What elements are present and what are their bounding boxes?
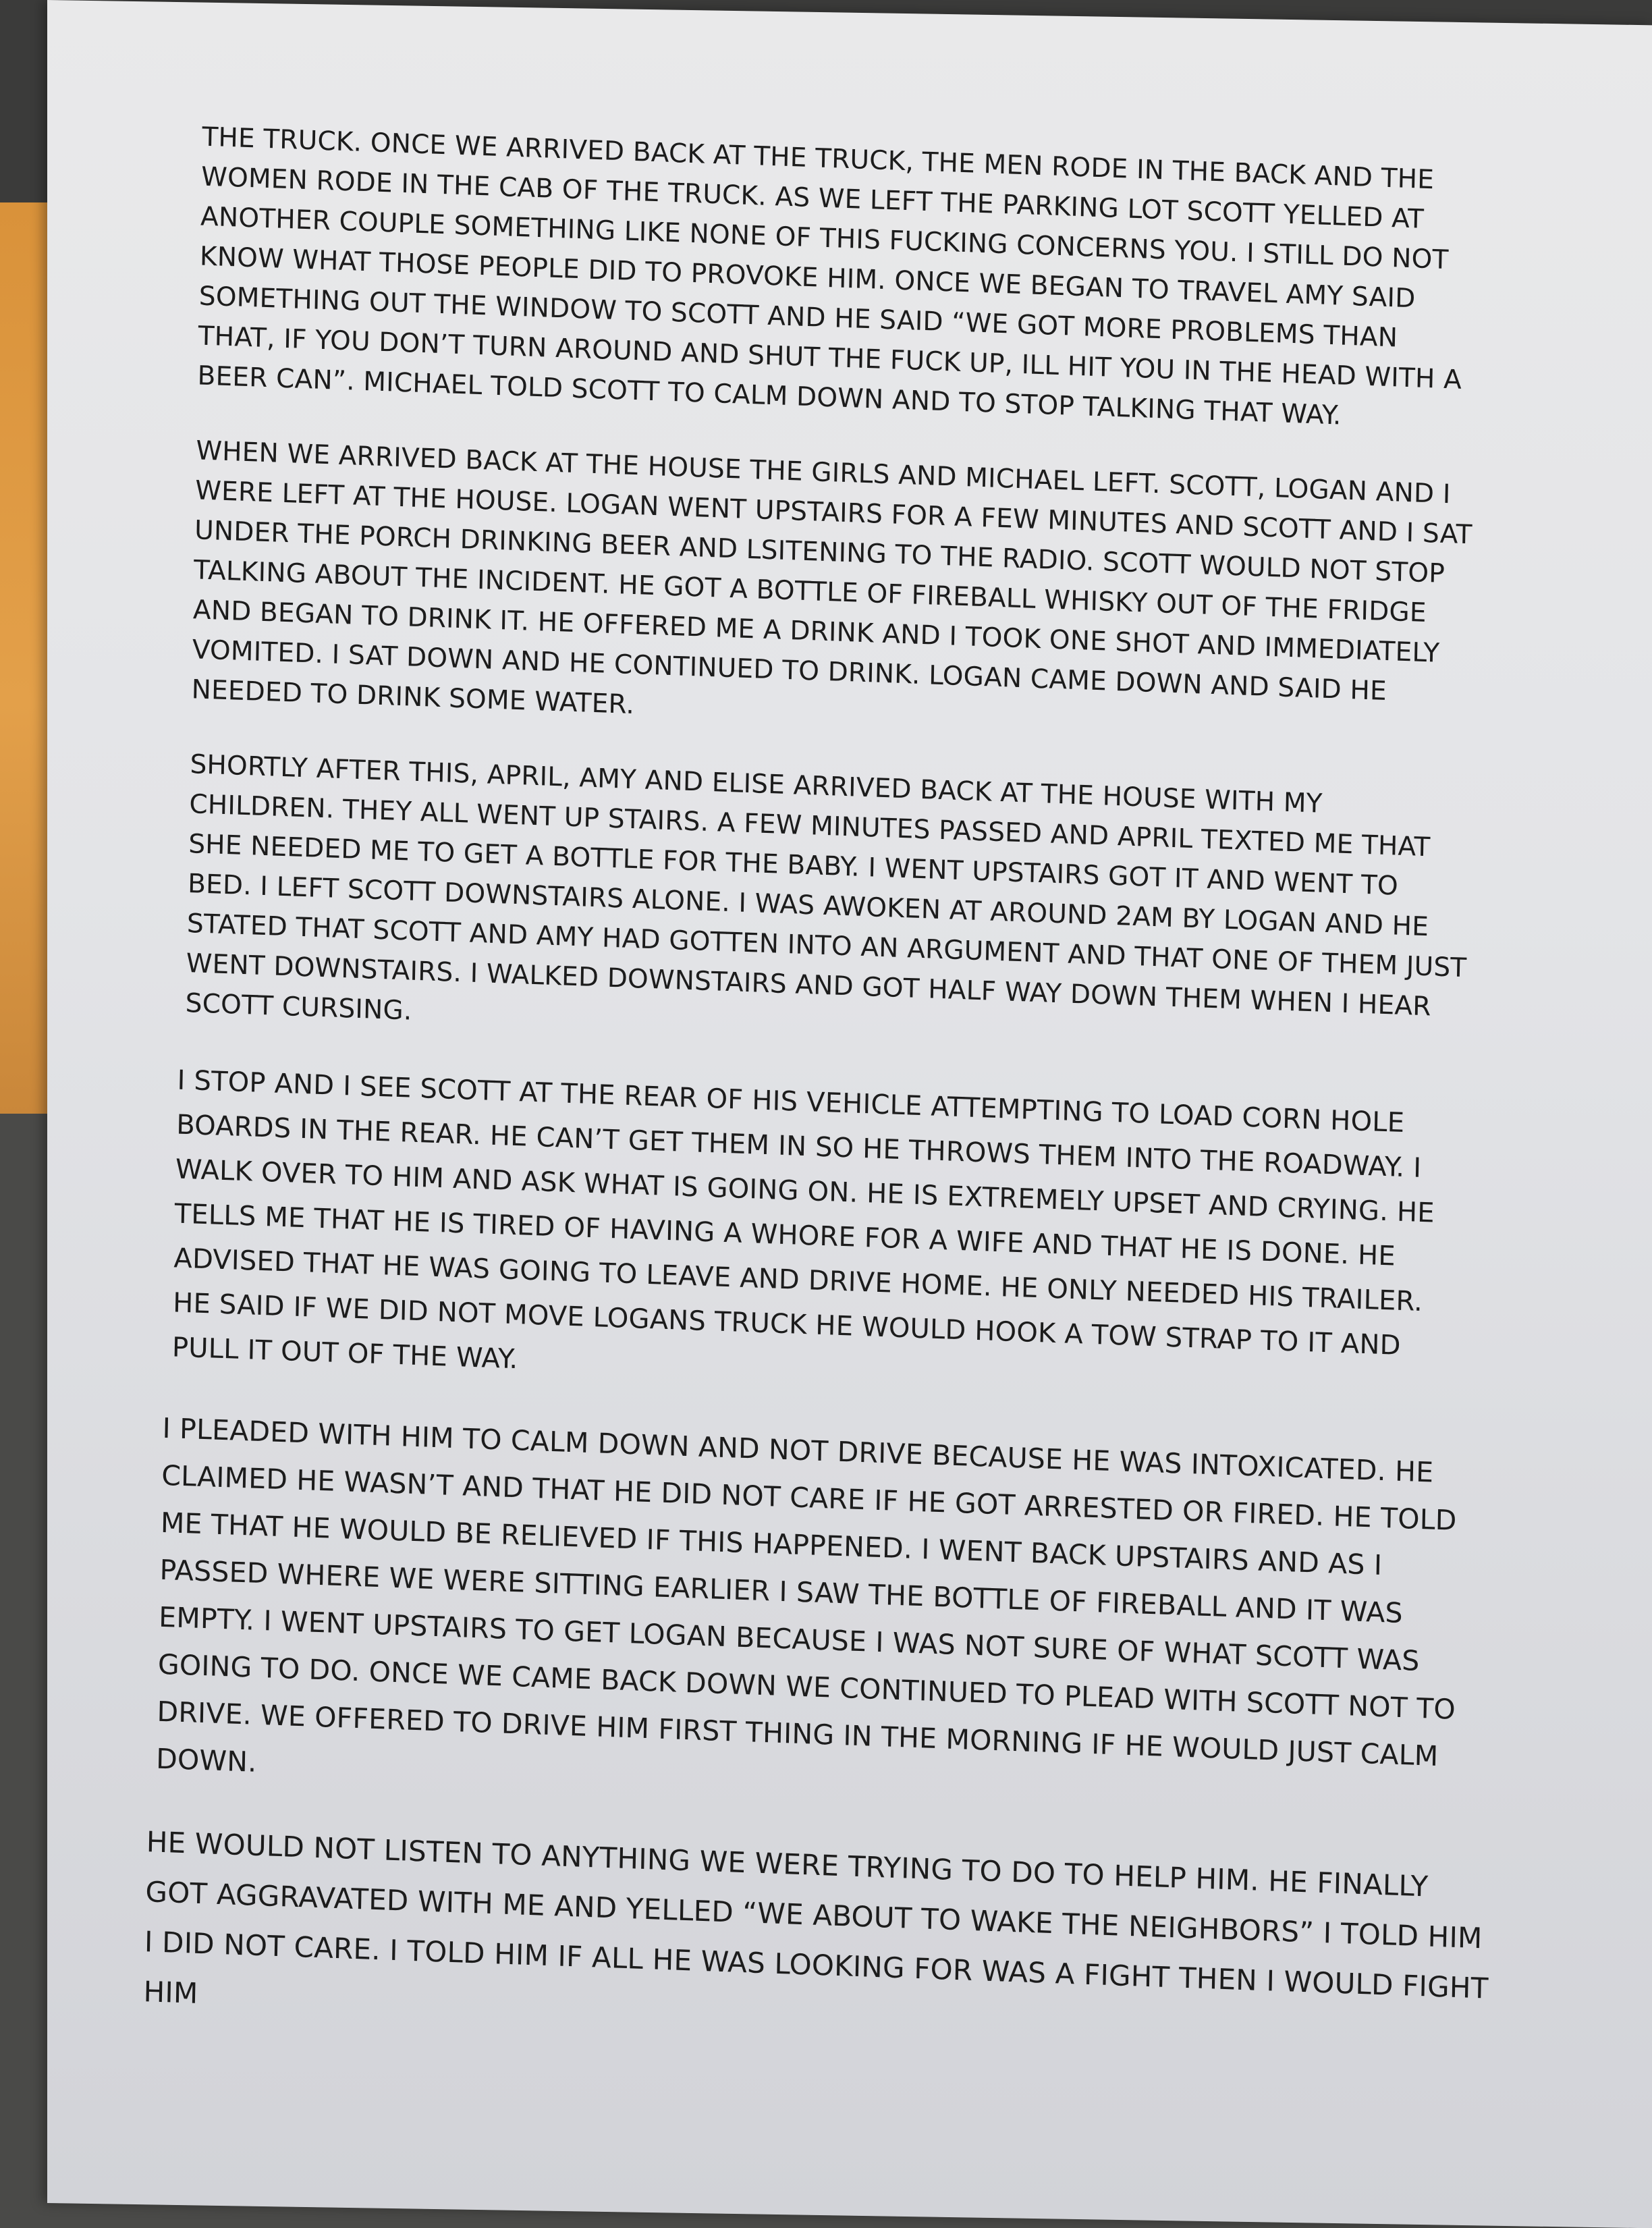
paragraph-2: WHEN WE ARRIVED BACK AT THE HOUSE THE GIRLS AND MICHAEL LEFT. SCOTT, LOGAN AND I WERE LEFT AT THE HOUSE. LOGAN WENT UPSTAIRS FOR A FEW MINUTES AND SCOTT AND I SAT UNDER THE PORCH DRINKING BEER AND LSITENING TO THE RADIO. SCOTT WOULD NOT STOP TALKING ABOUT THE INCIDENT. HE GOT A BOTTLE OF FIREBALL WHISKY OUT OF THE FRIDGE AND BEGAN TO DRINK IT. HE OFFERED ME A DRINK AND I TOOK ONE SHOT AND IMMEDIATELY VOMITED. I SAT DOWN AND HE CONTINUED TO DRINK. LOGAN CAME DOWN AND SAID HE NEEDED TO DRINK SOME WATER.	[191, 435, 1472, 721]
paragraph-5: I PLEADED WITH HIM TO CALM DOWN AND NOT DRIVE BECAUSE HE WAS INTOXICATED. HE CLAIMED HE WASN’T AND THAT HE DID NOT CARE IF HE GOT ARRESTED OR FIRED. HE TOLD ME THAT HE WOULD BE RELIEVED IF THIS HAPPENED. I WENT BACK UPSTAIRS AND AS I PASSED WHERE WE WERE SITTING EARLIER I SAW THE BOTTLE OF FIREBALL AND IT WAS EMPTY. I WENT UPSTAIRS TO GET LOGAN BECAUSE I WAS NOT SURE OF WHAT SCOTT WAS GOING TO DO. ONCE WE CAME BACK DOWN WE CONTINUED TO PLEAD WITH SCOTT NOT TO DRIVE. WE OFFERED TO DRIVE HIM FIRST THING IN THE MORNING IF HE WOULD JUST CALM DOWN.	[155, 1411, 1457, 1778]
document-body	[143, 117, 1489, 2098]
paragraph-3: SHORTLY AFTER THIS, APRIL, AMY AND ELISE ARRIVED BACK AT THE HOUSE WITH MY CHILDREN. THEY ALL WENT UP STAIRS. A FEW MINUTES PASSED AND APRIL TEXTED ME THAT SHE NEEDED ME TO GET A BOTTLE FOR THE BABY. I WENT UPSTAIRS GOT IT AND WENT TO BED. I LEFT SCOTT DOWNSTAIRS ALONE. I WAS AWOKEN AT AROUND 2AM BY LOGAN AND HE STATED THAT SCOTT AND AMY HAD GOTTEN INTO AN ARGUMENT AND THAT ONE OF THEM JUST WENT DOWNSTAIRS. I WALKED DOWNSTAIRS AND GOT HALF WAY DOWN THEM WHEN I HEAR SCOTT CURSING.	[185, 749, 1467, 1027]
paragraph-1: THE TRUCK. ONCE WE ARRIVED BACK AT THE TRUCK, THE MEN RODE IN THE BACK AND THE WOMEN RODE IN THE CAB OF THE TRUCK. AS WE LEFT THE PARKING LOT SCOTT YELLED AT ANOTHER COUPLE SOMETHING LIKE NONE OF THIS FUCKING CONCERNS YOU. I STILL DO NOT KNOW WHAT THOSE PEOPLE DID TO PROVOKE HIM. ONCE WE BEGAN TO TRAVEL AMY SAID SOMETHING OUT THE WINDOW TO SCOTT AND HE SAID “WE GOT MORE PROBLEMS THAN THAT, IF YOU DON’T TURN AROUND AND SHUT THE FUCK UP, ILL HIT YOU IN THE HEAD WITH A BEER CAN”. MICHAEL TOLD SCOTT TO CALM DOWN AND TO STOP TALKING THAT WAY.	[197, 121, 1462, 431]
paragraph-4: I STOP AND I SEE SCOTT AT THE REAR OF HIS VEHICLE ATTEMPTING TO LOAD CORN HOLE BOARDS IN THE REAR. HE CAN’T GET THEM IN SO HE THROWS THEM INTO THE ROADWAY. I WALK OVER TO HIM AND ASK WHAT IS GOING ON. HE IS EXTREMELY UPSET AND CRYING. HE TELLS ME THAT HE IS TIRED OF HAVING A WHORE FOR A WIFE AND THAT HE IS DONE. HE ADVISED THAT HE WAS GOING TO LEAVE AND DRIVE HOME. HE ONLY NEEDED HIS TRAILER. HE SAID IF WE DID NOT MOVE LOGANS TRUCK HE WOULD HOOK A TOW STRAP TO IT AND PULL IT OUT OF THE WAY.	[171, 1064, 1435, 1376]
paper-sheet	[47, 0, 1652, 2228]
paragraph-6: HE WOULD NOT LISTEN TO ANYTHING WE WERE TRYING TO DO TO HELP HIM. HE FINALLY GOT AGGRAVATED WITH ME AND YELLED “WE ABOUT TO WAKE THE NEIGHBORS” I TOLD HIM I DID NOT CARE. I TOLD HIM IF ALL HE WAS LOOKING FOR WAS A FIGHT THEN I WOULD FIGHT HIM	[143, 1825, 1489, 2010]
